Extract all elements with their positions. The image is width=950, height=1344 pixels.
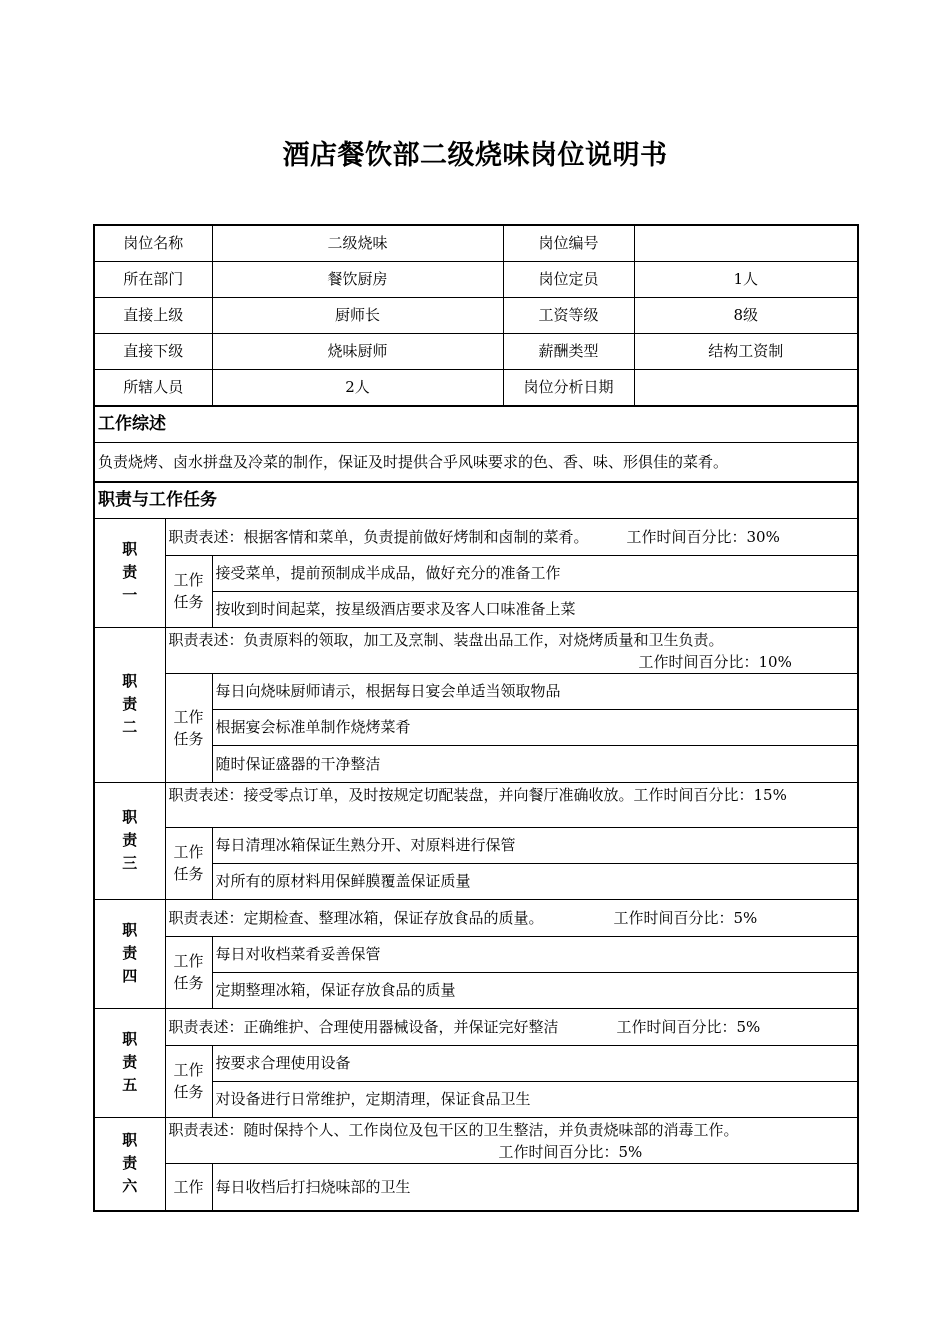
task-item: 按要求合理使用设备: [212, 1045, 858, 1081]
info-label: 工资等级: [503, 297, 634, 333]
info-value: 餐饮厨房: [212, 261, 503, 297]
duty-time-percent: 工作时间百分比：5%: [498, 1142, 643, 1161]
duty-time-percent: 工作时间百分比：30%: [626, 527, 780, 546]
duty-label: 职 责 六: [94, 1117, 165, 1211]
duty-time-percent: 工作时间百分比：5%: [616, 1017, 761, 1036]
info-row: [94, 369, 858, 406]
info-value: 二级烧味: [212, 225, 503, 261]
task-label: 工作: [165, 1163, 212, 1211]
info-label: 岗位名称: [94, 225, 212, 261]
task-item: 每日向烧味厨师请示，根据每日宴会单适当领取物品: [212, 673, 858, 709]
info-value: 烧味厨师: [212, 333, 503, 369]
info-label: 薪酬类型: [503, 333, 634, 369]
duty-description: 职责表述：接受零点订单，及时按规定切配装盘，并向餐厅准确收放。工作时间百分比：15%: [165, 782, 858, 827]
duty-label: 职 责 四: [94, 899, 165, 1008]
info-value: 厨师长: [212, 297, 503, 333]
task-item: 根据宴会标准单制作烧烤菜肴: [212, 709, 858, 745]
job-description-form: [93, 224, 857, 1212]
task-item: 对设备进行日常维护，定期清理，保证食品卫生: [212, 1081, 858, 1117]
info-value: 8级: [634, 297, 858, 333]
task-item: 随时保证盛器的干净整洁: [212, 745, 858, 782]
duty-description: 职责表述：负责原料的领取，加工及烹制、装盘出品工作，对烧烤质量和卫生负责。 工作时间百分比：10%: [165, 627, 858, 673]
duty-label: 职 责 五: [94, 1008, 165, 1117]
info-label: 直接上级: [94, 297, 212, 333]
info-label: 岗位分析日期: [503, 369, 634, 406]
summary-heading: 工作综述: [94, 406, 858, 442]
duty-description: 职责表述：随时保持个人、工作岗位及包干区的卫生整洁，并负责烧味部的消毒工作。 工作时间百分比：5%: [165, 1117, 858, 1163]
info-value: 2人: [212, 369, 503, 406]
duty-description: 职责表述：定期检查、整理冰箱，保证存放食品的质量。 工作时间百分比：5%: [165, 899, 858, 936]
info-value: 结构工资制: [634, 333, 858, 369]
info-row: [94, 225, 858, 261]
task-label: 工作 任务: [165, 1045, 212, 1117]
info-row: [94, 297, 858, 333]
job-table: [93, 224, 859, 1212]
info-label: 岗位编号: [503, 225, 634, 261]
info-row: [94, 333, 858, 369]
info-label: 所辖人员: [94, 369, 212, 406]
info-label: 岗位定员: [503, 261, 634, 297]
duty-row: [94, 518, 858, 555]
duty-label: 职 责 三: [94, 782, 165, 899]
duty-label: 职 责 二: [94, 627, 165, 782]
info-value: 1人: [634, 261, 858, 297]
info-value: [634, 225, 858, 261]
duty-label: 职 责 一: [94, 518, 165, 627]
task-item: 对所有的原材料用保鲜膜覆盖保证质量: [212, 863, 858, 899]
task-item: 每日对收档菜肴妥善保管: [212, 936, 858, 972]
duty-time-percent: 工作时间百分比：10%: [638, 652, 792, 671]
task-label: 工作 任务: [165, 673, 212, 782]
task-item: 定期整理冰箱，保证存放食品的质量: [212, 972, 858, 1008]
task-item: 每日清理冰箱保证生熟分开、对原料进行保管: [212, 827, 858, 863]
info-label: 所在部门: [94, 261, 212, 297]
task-label: 工作 任务: [165, 555, 212, 627]
info-label: 直接下级: [94, 333, 212, 369]
task-item: 按收到时间起菜，按星级酒店要求及客人口味准备上菜: [212, 591, 858, 627]
task-label: 工作 任务: [165, 936, 212, 1008]
info-value: [634, 369, 858, 406]
duty-description: 职责表述：根据客情和菜单，负责提前做好烤制和卤制的菜肴。 工作时间百分比：30%: [165, 518, 858, 555]
summary-text: 负责烧烤、卤水拼盘及冷菜的制作，保证及时提供合乎风味要求的色、香、味、形俱佳的菜肴。: [94, 442, 858, 482]
duty-time-percent: 工作时间百分比：5%: [613, 908, 758, 927]
duties-heading: 职责与工作任务: [94, 482, 858, 518]
task-item: 接受菜单，提前预制成半成品，做好充分的准备工作: [212, 555, 858, 591]
duty-description: 职责表述：正确维护、合理使用器械设备，并保证完好整洁 工作时间百分比：5%: [165, 1008, 858, 1045]
page-title: 酒店餐饮部二级烧味岗位说明书: [282, 140, 668, 171]
task-item: 每日收档后打扫烧味部的卫生: [212, 1163, 858, 1211]
info-row: [94, 261, 858, 297]
task-label: 工作 任务: [165, 827, 212, 899]
